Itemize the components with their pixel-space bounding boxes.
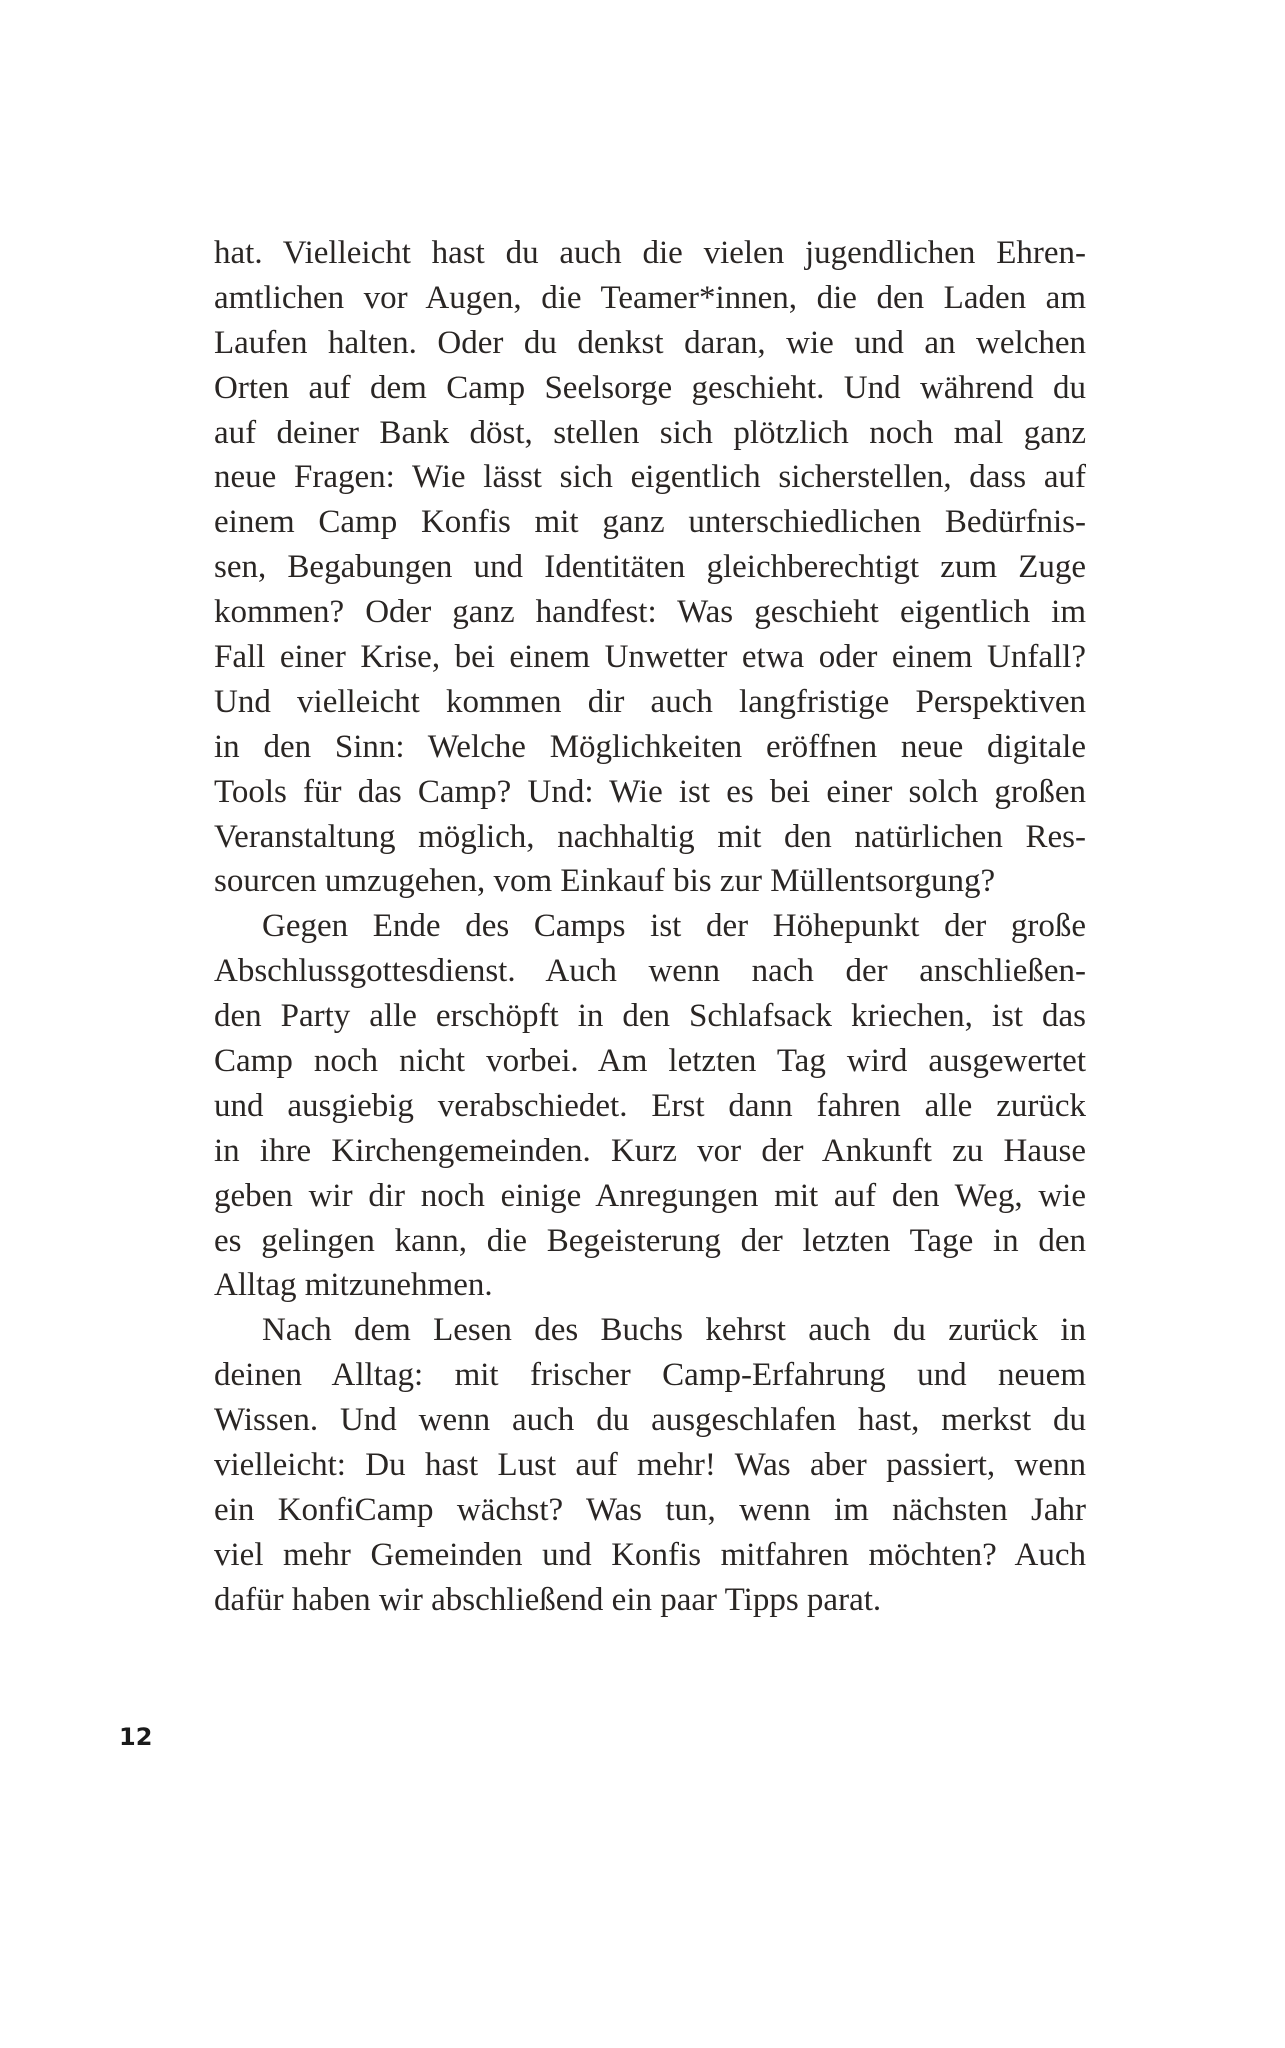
text-line: neue Fragen: Wie lässt sich eigentlich sicherstellen, dass auf [214,459,1086,496]
text-line: den Party alle erschöpft in den Schlafsack kriechen, ist das [214,998,1086,1035]
text-line: Gegen Ende des Camps ist der Höhepunkt der große [262,908,1086,945]
body-text [214,231,1086,1623]
text-line: Veranstaltung möglich, nachhaltig mit den natürlichen Res- [214,818,1086,855]
text-line: in ihre Kirchengemeinden. Kurz vor der Ankunft zu Hause [214,1132,1086,1169]
text-line: sen, Begabungen und Identitäten gleichberechtigt zum Zuge [214,549,1086,586]
text-line: Tools für das Camp? Und: Wie ist es bei einer solch großen [214,773,1086,810]
text-line: Abschlussgottesdienst. Auch wenn nach der anschließen- [214,953,1086,990]
text-line: es gelingen kann, die Begeisterung der letzten Tage in den [214,1222,1086,1259]
text-line: deinen Alltag: mit frischer Camp-Erfahrung und neuem [214,1357,1086,1394]
text-line: viel mehr Gemeinden und Konfis mitfahren möchten? Auch [214,1536,1086,1573]
text-line: Fall einer Krise, bei einem Unwetter etwa oder einem Unfall? [214,639,1086,676]
text-line: Nach dem Lesen des Buchs kehrst auch du zurück in [262,1312,1086,1349]
text-line: vielleicht: Du hast Lust auf mehr! Was aber passiert, wenn [214,1447,1086,1484]
text-line: ein KonfiCamp wächst? Was tun, wenn im nächsten Jahr [214,1491,1086,1528]
text-line: Laufen halten. Oder du denkst daran, wie und an welchen [214,324,1086,361]
text-line: amtlichen vor Augen, die Teamer*innen, die den Laden am [214,279,1086,316]
text-line: Alltag mitzunehmen. [214,1267,493,1304]
text-line: sourcen umzugehen, vom Einkauf bis zur Müllentsorgung? [214,863,996,900]
text-line: auf deiner Bank döst, stellen sich plötzlich noch mal ganz [214,414,1086,451]
text-line: einem Camp Konfis mit ganz unterschiedlichen Bedürfnis- [214,504,1086,541]
text-line: in den Sinn: Welche Möglichkeiten eröffnen neue digitale [214,728,1086,765]
text-line: kommen? Oder ganz handfest: Was geschieht eigentlich im [214,594,1086,631]
text-line: Camp noch nicht vorbei. Am letzten Tag wird ausgewertet [214,1043,1086,1080]
text-line: und ausgiebig verabschiedet. Erst dann fahren alle zurück [214,1087,1086,1124]
text-line: geben wir dir noch einige Anregungen mit auf den Weg, wie [214,1177,1086,1214]
text-line: Wissen. Und wenn auch du ausgeschlafen hast, merkst du [214,1402,1086,1439]
text-line: Orten auf dem Camp Seelsorge geschieht. Und während du [214,369,1086,406]
page-number: 12 [119,1723,153,1751]
text-line: dafür haben wir abschließend ein paar Tipps parat. [214,1581,882,1618]
text-line: hat. Vielleicht hast du auch die vielen jugendlichen Ehren- [214,235,1086,271]
text-line: Und vielleicht kommen dir auch langfristige Perspektiven [214,683,1086,720]
